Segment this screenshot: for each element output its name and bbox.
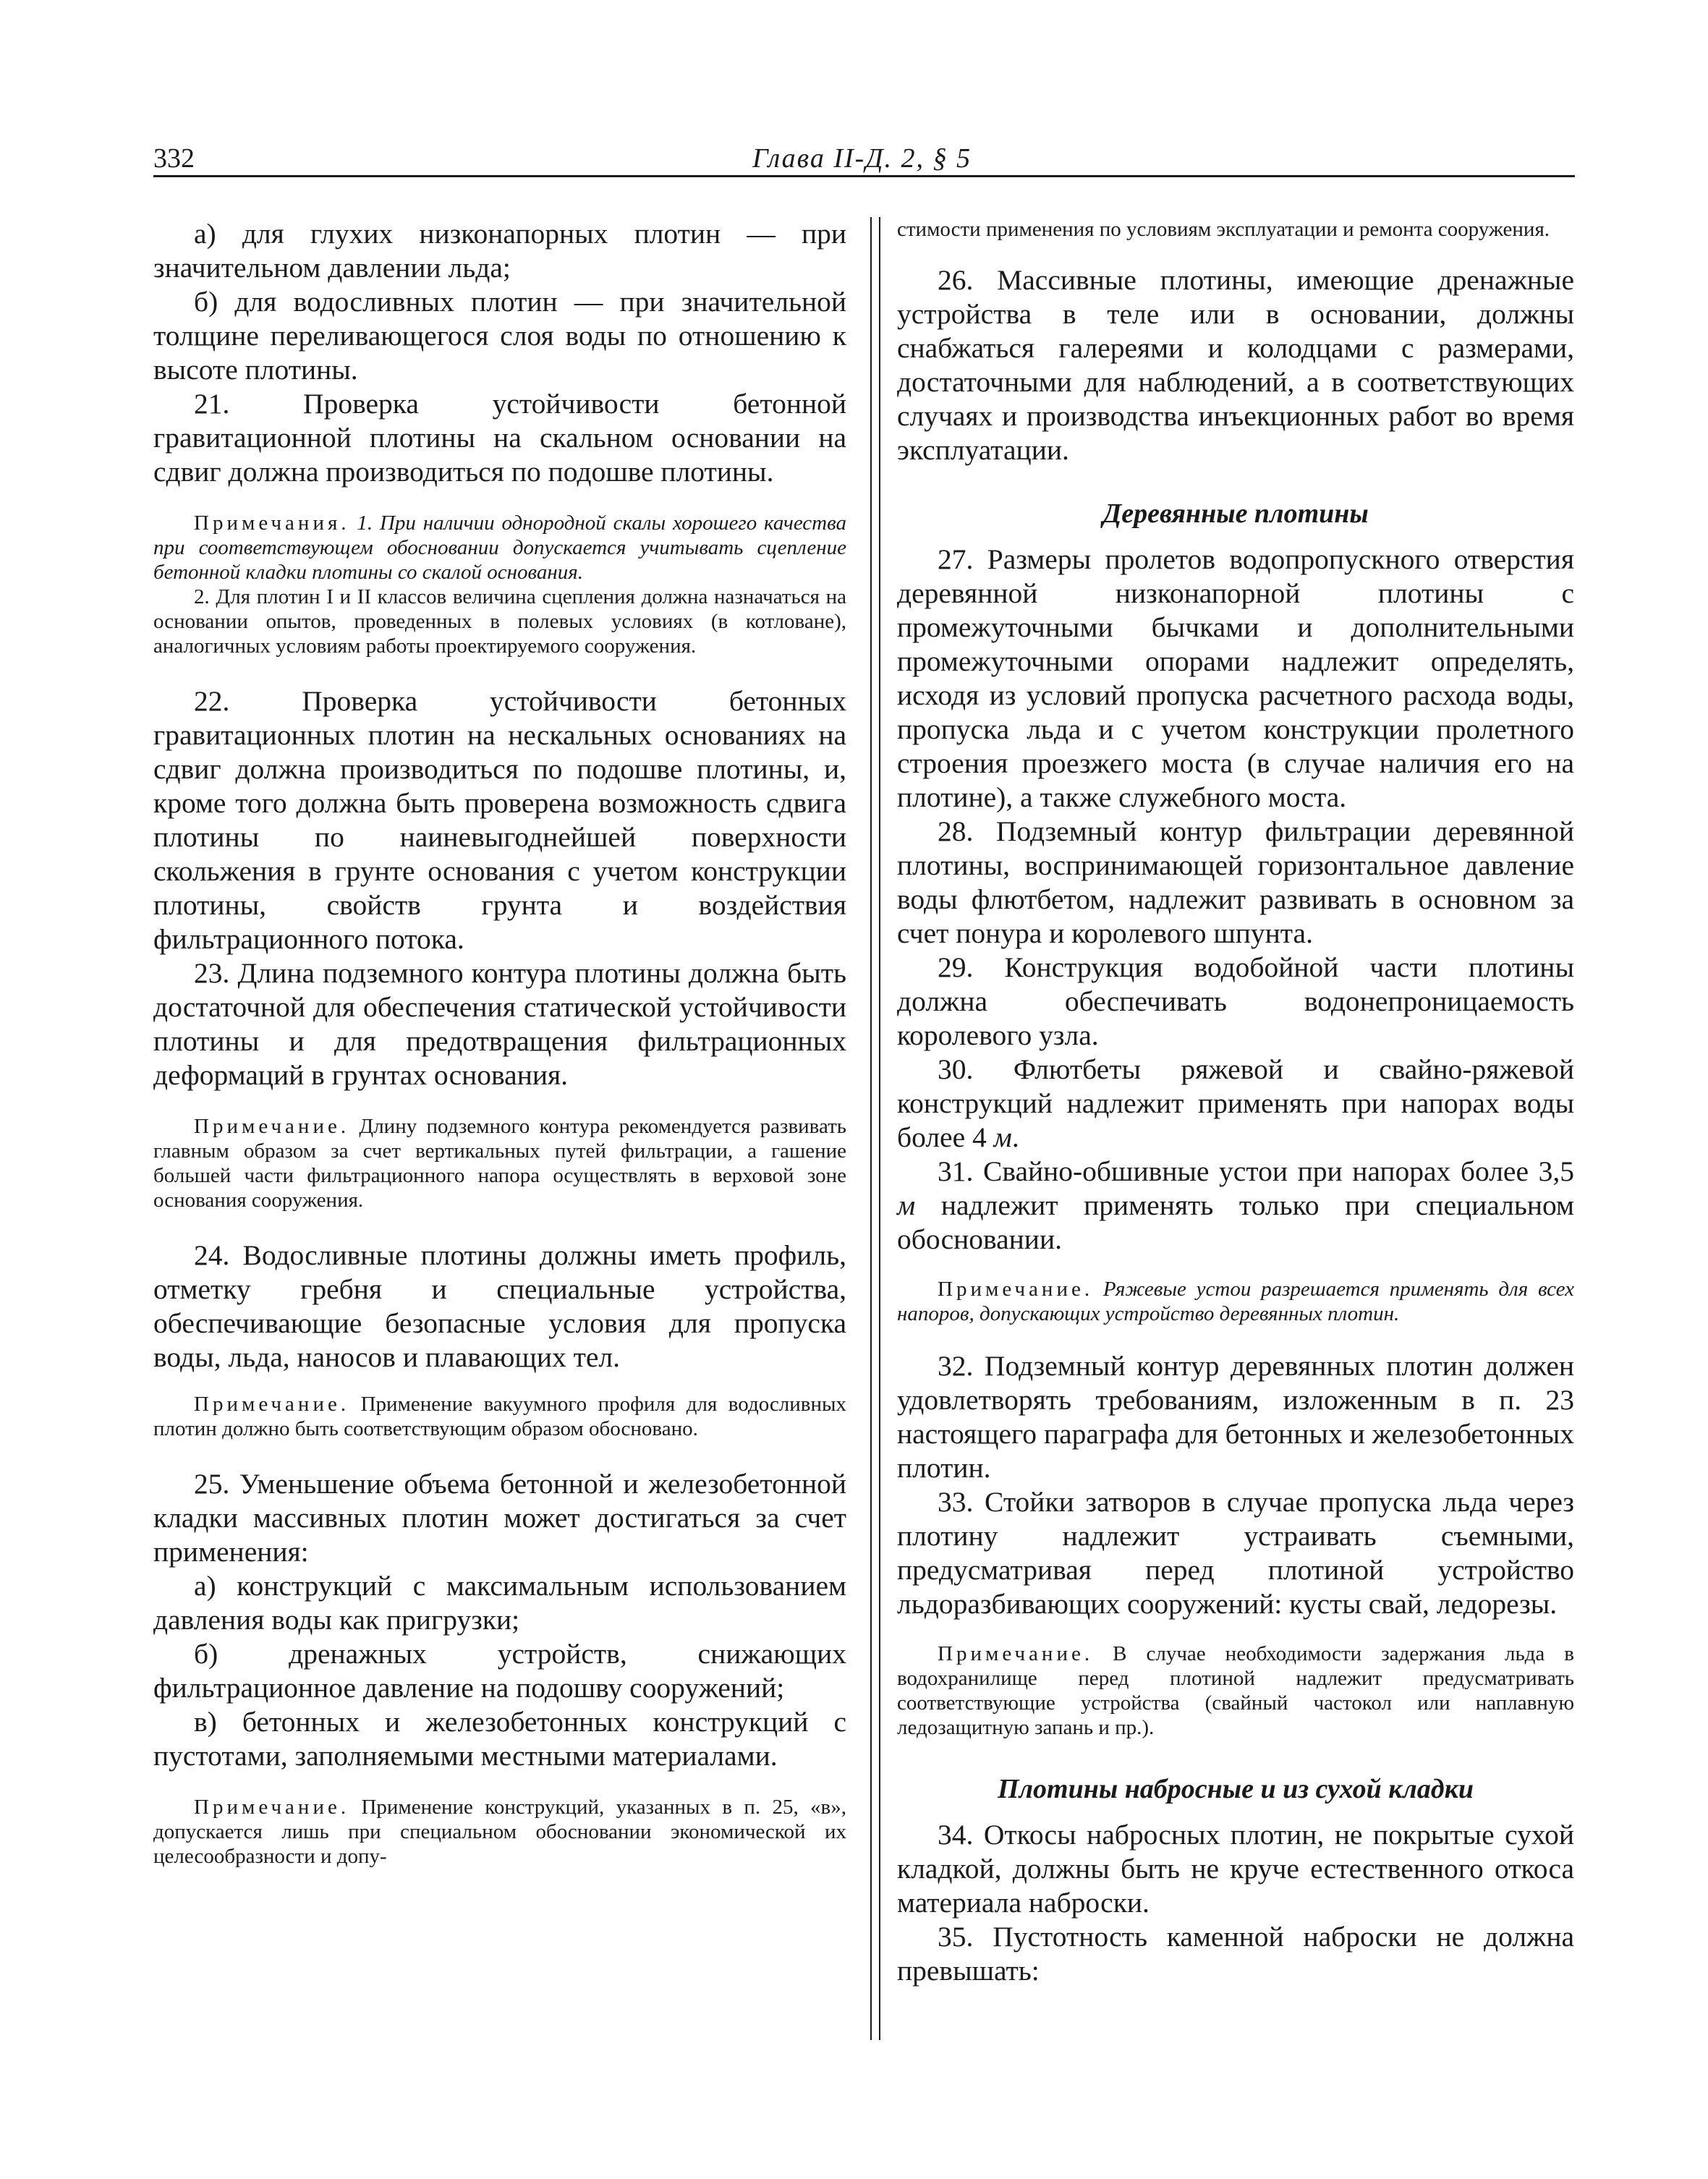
paragraph-25c: в) бетонных и железобетонных конструкций с пустотами, заполняемыми местными материалами.: [153, 1706, 846, 1772]
paragraph-20a: а) для глухих низконапорных плотин — при значительном давлении льда;: [153, 218, 846, 284]
note-25: [153, 1795, 846, 1869]
paragraph-31-rest: надлежит применять только при специальном обосновании.: [897, 1189, 1575, 1255]
paragraph-20b: б) для водосливных плотин — при значительной толщине переливающегося слоя воды по отношению к высоте плотины.: [153, 286, 846, 386]
paragraph-26: 26. Массивные плотины, имеющие дренажные устройства в теле или в основании, должны снабжаться галереями и колодцами с размерами, достаточными для наблюдений, а в соответствующих случаях и производства инъекционных работ во время эксплуатации.: [897, 264, 1574, 466]
paragraph-27: 27. Размеры пролетов водопропускного отверстия деревянной низконапорной плотины с промежуточными бычками и дополнительными промежуточными опорами надлежит определять, исходя из условий пропуска расчетного расхода воды, пропуска льда и с учетом конструкции пролетного строения проезжего моста (в случае наличия его на плотине), а также служебного моста.: [897, 543, 1574, 813]
note-label: Примечание.: [938, 1278, 1094, 1301]
note-text: Применение вакуумного профиля для водосливных плотин должно быть соответствующим образом обосновано.: [153, 1393, 846, 1440]
note-text: Применение конструкций, указанных в п. 25, «в», допускается лишь при специальном обосновании экономической их целесообразности и допу-: [153, 1796, 846, 1868]
chapter-title: Глава II-Д. 2, § 5: [752, 143, 972, 174]
left-column: [153, 217, 846, 1869]
paragraph-33: 33. Стойки затворов в случае пропуска льда через плотину надлежит устраивать съемными, предусматривая перед плотиной устройство льдоразбивающих сооружений: кусты свай, ледорезы.: [897, 1486, 1574, 1620]
paragraph-29: 29. Конструкция водобойной части плотины должна обеспечивать водонепроницаемость королевого узла.: [897, 951, 1574, 1051]
note-text: Длину подземного контура рекомендуется развивать главным образом за счет вертикальных путей фильтрации, а гашение большей части фильтрационного напора осуществлять в верховой зоне основания сооружения.: [153, 1115, 846, 1212]
column-divider: [870, 217, 880, 2040]
paragraph-25a: а) конструкций с максимальным использованием давления воды как пригрузки;: [153, 1570, 846, 1636]
paragraph-24: 24. Водосливные плотины должны иметь профиль, отметку гребня и специальные устройства, обеспечивающие безопасные условия для пропуска воды, льда, наносов и плавающих тел.: [153, 1239, 846, 1373]
right-column: [897, 217, 1574, 1988]
section-heading-rockfill-dams: Плотины набросные и из сухой кладки: [998, 1774, 1474, 1804]
note-31: [897, 1277, 1574, 1326]
unit-meters: м: [897, 1189, 916, 1221]
paragraph-25b: б) дренажных устройств, снижающих фильтрационное давление на подошву сооружений;: [153, 1638, 846, 1704]
note-label: Примечание.: [938, 1642, 1094, 1665]
note-21: [153, 511, 846, 658]
paragraph-22: 22. Проверка устойчивости бетонных гравитационных плотин на нескальных основаниях на сдвиг должна производиться по подошве плотины, и, кроме того должна быть проверена возможность сдвига плотины по наиневыгоднейшей поверхности скольжения в грунте основания с учетом конструкции плотины, свойств грунта и воздействия фильтрационного потока.: [153, 685, 846, 955]
paragraph-28: 28. Подземный контур фильтрации деревянной плотины, воспринимающей горизонтальное давление воды флютбетом, надлежит развивать в основном за счет понура и королевого шпунта.: [897, 815, 1574, 949]
section-heading-wooden-dams: Деревянные плотины: [1102, 498, 1369, 529]
paragraph-35: 35. Пустотность каменной наброски не должна превышать:: [897, 1921, 1574, 1987]
note-text: 1. При наличии однородной скалы хорошего качества при соответствующем обосновании допускается учитывать сцепление бетонной кладки плотины со скалой основания.: [153, 511, 847, 584]
paragraph-32: 32. Подземный контур деревянных плотин должен удовлетворять требованиям, изложенным в п. 23 настоящего параграфа для бетонных и железобетонных плотин.: [897, 1350, 1574, 1484]
page-header: [153, 142, 1575, 177]
paragraph-31: [897, 1155, 1574, 1257]
paragraph-21: 21. Проверка устойчивости бетонной гравитационной плотины на скальном основании на сдвиг должна производиться по подошве плотины.: [153, 388, 846, 488]
paragraph-23: 23. Длина подземного контура плотины должна быть достаточной для обеспечения статической устойчивости плотины и для предотвращения фильтрационных деформаций в грунтах основания.: [153, 957, 846, 1091]
paragraph-30-end: .: [1011, 1121, 1019, 1153]
note-label: Примечания.: [194, 511, 350, 535]
note-33: [897, 1641, 1574, 1740]
note-21-item-2: 2. Для плотин I и II классов величина сцепления должна назначаться на основании опытов, проведенных в полевых условиях (в котловане), аналогичных условиям работы проектируемого сооружения.: [153, 585, 846, 658]
note-23: [153, 1114, 846, 1212]
note-label: Примечание.: [194, 1115, 350, 1138]
note-label: Примечание.: [194, 1796, 350, 1819]
paragraph-31-text: 31. Свайно-обшивные устои при напорах более 3,5: [938, 1155, 1574, 1187]
note-25-continued: стимости применения по условиям эксплуатации и ремонта сооружения.: [897, 218, 1550, 241]
note-text: Ряжевые устои разрешается применять для всех напоров, допускающих устройство деревянных плотин.: [897, 1278, 1574, 1325]
note-21-item-1: [153, 511, 846, 585]
paragraph-25: 25. Уменьшение объема бетонной и железобетонной кладки массивных плотин может достигаться за счет применения:: [153, 1468, 846, 1568]
paragraph-30: [897, 1053, 1574, 1155]
paragraph-34: 34. Откосы набросных плотин, не покрытые сухой кладкой, должны быть не круче естественного откоса материала наброски.: [897, 1819, 1574, 1919]
paragraph-30-text: 30. Флютбеты ряжевой и свайно-ряжевой конструкций надлежит применять при напорах воды более 4: [897, 1053, 1574, 1153]
note-label: Примечание.: [194, 1393, 350, 1416]
unit-meters: м: [993, 1121, 1012, 1153]
note-text: В случае необходимости задержания льда в водохранилище перед плотиной надлежит предусматривать соответствующие устройства (свайный частокол или наплавную ледозащитную запань и пр.).: [897, 1642, 1575, 1739]
page-number: 332: [153, 143, 195, 174]
note-24: [153, 1392, 846, 1441]
